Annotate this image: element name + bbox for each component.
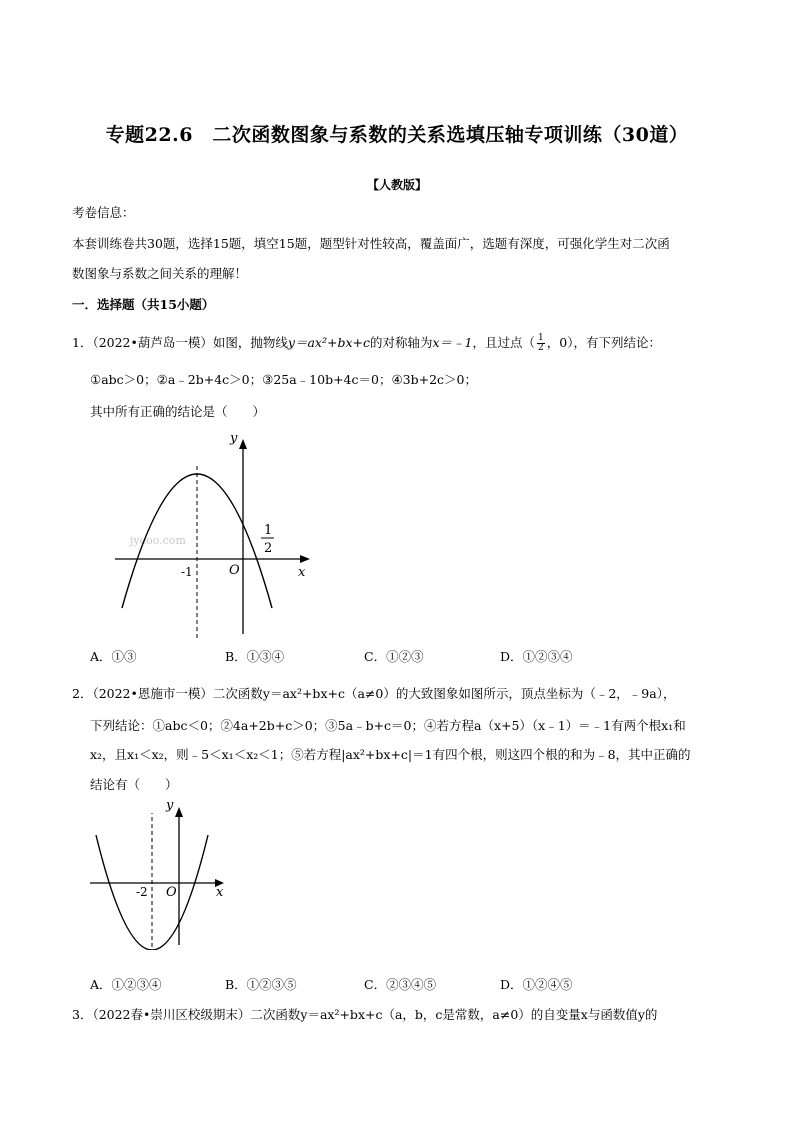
x-axis-label: x [216, 885, 224, 900]
question-text: ，且过点（ [472, 335, 536, 350]
question-2-stem [72, 684, 675, 702]
origin-label: O [229, 563, 240, 578]
question-text: 的对称轴为 [369, 335, 433, 350]
question-2-line2: 下列结论：①abc＜0；②4a+2b+c＞0；③5a﹣b+c＝0；④若方程a（x+5）（x﹣1）＝﹣1有两个根x₁和 [90, 718, 686, 733]
question-2-line4: 结论有（ ） [90, 777, 178, 792]
y-axis-arrow-icon [239, 439, 247, 449]
parabola-expression: y＝ax²+bx+c [287, 335, 370, 350]
page-title: 专题22.6 二次函数图象与系数的关系选填压轴专项训练（30道） [105, 124, 689, 146]
q1-option-a[interactable]: A．①③ [90, 649, 137, 664]
y-axis-label: y [230, 431, 238, 446]
exam-info-desc-line2: 数图象与系数之间关系的理解！ [72, 266, 248, 281]
q1-option-b[interactable]: B．①③④ [225, 649, 285, 664]
question-text: （2022•恩施市一模）二次函数y＝ax²+bx+c（a≠0）的大致图象如图所示，顶点坐标为（﹣2，﹣9a）， [92, 686, 676, 701]
question-1-ask: 其中所有正确的结论是（ ） [90, 404, 266, 419]
exam-info-label: 考卷信息： [72, 205, 135, 220]
y-axis-arrow-icon [175, 807, 183, 817]
question-source: （2022•葫芦岛一模）如图，抛物线 [92, 335, 288, 350]
question-2-line3: x₂，且x₁＜x₂，则﹣5＜x₁＜x₂＜1；⑤若方程|ax²+bx+c|＝1有四个根，则这四个根的和为﹣8，其中正确的 [90, 747, 691, 762]
section-heading-choice: 一．选择题（共15小题） [72, 297, 215, 312]
fraction-denominator: 2 [264, 541, 273, 556]
question-1-conclusions: ①abc＞0；②a﹣2b+4c＞0；③25a﹣10b+4c＝0；④3b+2c＞0； [90, 372, 478, 387]
question-text: （2022春•崇川区校级期末）二次函数y＝ax²+bx+c（a，b，c是常数，a≠0）的自变量x与函数值y的 [92, 1007, 658, 1022]
tick-label-neg1: -1 [181, 565, 193, 579]
watermark: jyeoo.com [130, 534, 186, 547]
axis-of-symmetry: x＝﹣1 [432, 335, 473, 350]
q1-option-d[interactable]: D．①②③④ [500, 649, 573, 664]
question-3-stem [72, 1005, 657, 1023]
question-2-graph [86, 795, 236, 950]
q2-option-d[interactable]: D．①②④⑤ [500, 977, 573, 992]
q2-option-a[interactable]: A．①②③④ [90, 977, 162, 992]
question-text: ，0），有下列结论： [546, 335, 661, 350]
question-1-graph [110, 428, 320, 640]
question-number: 2． [72, 686, 93, 701]
q2-option-c[interactable]: C．②③④⑤ [364, 977, 437, 992]
fraction-one-half: $\frac{1}{2}$ [538, 333, 544, 353]
y-axis-label: y [166, 798, 174, 813]
tick-label-neg2: -2 [136, 885, 148, 899]
question-1-stem [72, 333, 661, 353]
q2-option-b[interactable]: B．①②③⑤ [225, 977, 297, 992]
x-axis-label: x [298, 565, 306, 580]
question-number: 3． [72, 1007, 93, 1022]
origin-label: O [166, 885, 177, 900]
question-number: 1． [72, 335, 93, 350]
fraction-numerator: 1 [264, 523, 273, 538]
q1-option-c[interactable]: C．①②③ [364, 649, 424, 664]
exam-info-desc-line1: 本套训练卷共30题，选择15题，填空15题，题型针对性较高，覆盖面广，选题有深度，可强化学生对二次函 [72, 236, 670, 251]
x-axis-arrow-icon [300, 555, 310, 563]
edition-label: 【人教版】 [366, 178, 427, 192]
